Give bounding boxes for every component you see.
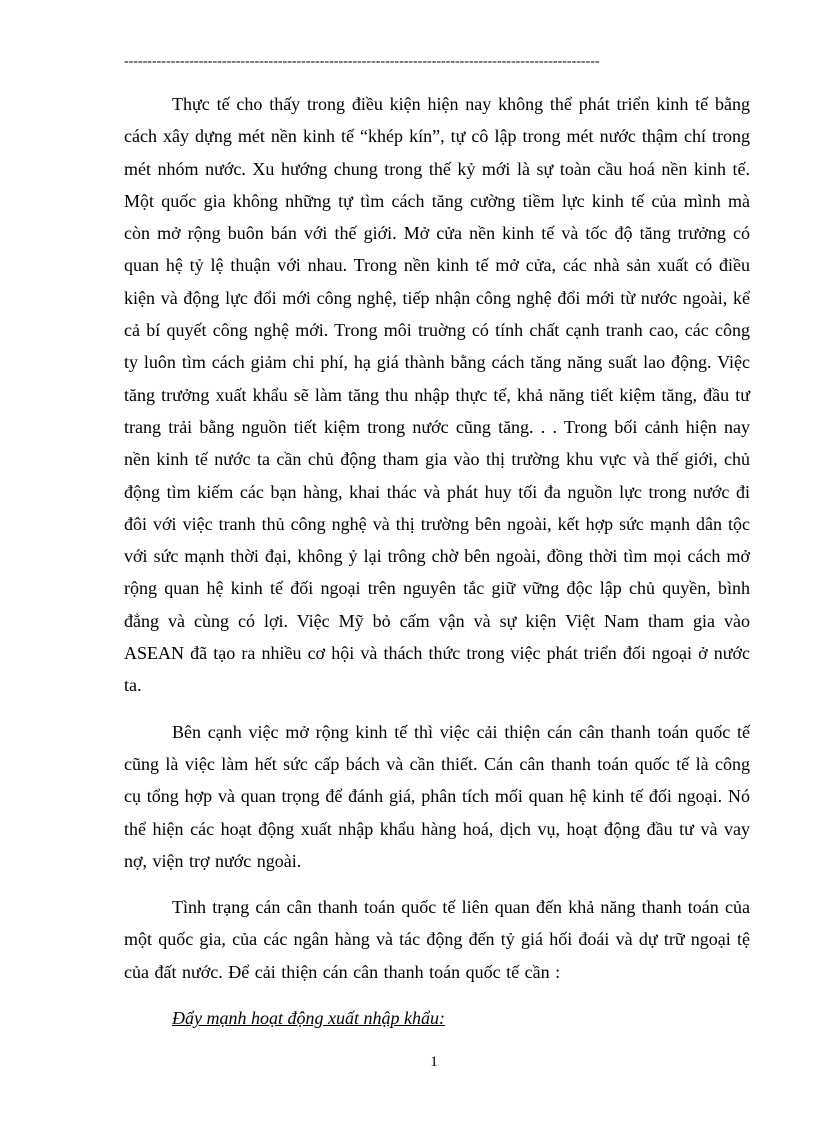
paragraph-3: Tình trạng cán cân thanh toán quốc tế liên quan đến khả năng thanh toán của một quốc gia, của các ngân hàng và tác động đến tỷ giá hối đoái và dự trữ ngoại tệ của đất nước. Để cải thiện cán cân thanh toán quốc tế cần : bbox=[124, 897, 750, 982]
document-body bbox=[124, 88, 750, 1034]
header-separator: ------------------------------------------------------------------------------------------------------ bbox=[124, 54, 600, 69]
paragraph-2: Bên cạnh việc mở rộng kinh tế thì việc cải thiện cán cân thanh toán quốc tế cũng là việc làm hết sức cấp bách và cần thiết. Cán cân thanh toán quốc tế là công cụ tổng hợp và quan trọng để đánh giá, phân tích mối quan hệ kinh tế đối ngoại. Nó thể hiện các hoạt động xuất nhập khẩu hàng hoá, dịch vụ, hoạt động đầu tư và vay nợ, viện trợ nước ngoài. bbox=[124, 721, 750, 871]
section-heading: Đẩy mạnh hoạt động xuất nhập khẩu: bbox=[172, 1008, 445, 1029]
paragraph-1: Thực tế cho thấy trong điều kiện hiện nay không thể phát triển kinh tế bằng cách xây dựng mét nền kinh tế “khép kín”, tự cô lập trong mét nước thậm chí trong mét nhóm nước. Xu hướng chung trong thế kỷ mới là sự toàn cầu hoá nền kinh tế. Một quốc gia không những tự tìm cách tăng cường tiềm lực kinh tế của mình mà còn mở rộng buôn bán với thế giới. Mở cửa nền kinh tế và tốc độ tăng trưởng có quan hệ tỷ lệ thuận với nhau. Trong nền kinh tế mở cửa, các nhà sản xuất có điều kiện và động lực đổi mới công nghệ, tiếp nhận công nghệ đổi mới từ nước ngoài, kể cả bí quyết công nghệ mới. Trong môi truờng có tính chất cạnh tranh cao, các công ty luôn tìm cách giảm chi phí, hạ giá thành bằng cách tăng năng suất lao động. Việc tăng trưởng xuất khẩu sẽ làm tăng thu nhập thực tế, khả năng tiết kiệm tăng, đầu tư trang trải bằng nguồn tiết kiệm trong nước cũng tăng. . . Trong bối cảnh hiện nay nền kinh tế nước ta cần chủ động tham gia vào thị trường khu vực và thế giới, chủ động tìm kiếm các bạn hàng, khai thác và phát huy tối đa nguồn lực trong nước đi đôi với việc tranh thủ công nghệ và thị trường bên ngoài, kết hợp sức mạnh dân tộc với sức mạnh thời đại, không ỷ lại trông chờ bên ngoài, đồng thời tìm mọi cách mở rộng quan hệ kinh tế đối ngoại trên nguyên tắc giữ vững độc lập chủ quyền, bình đẳng và cùng có lợi. Việc Mỹ bỏ cấm vận và sự kiện Việt Nam tham gia vào ASEAN đã tạo ra nhiều cơ hội và thách thức trong việc phát triển đối ngoại ở nước ta. bbox=[124, 94, 750, 696]
page-number: 1 bbox=[430, 1054, 438, 1070]
